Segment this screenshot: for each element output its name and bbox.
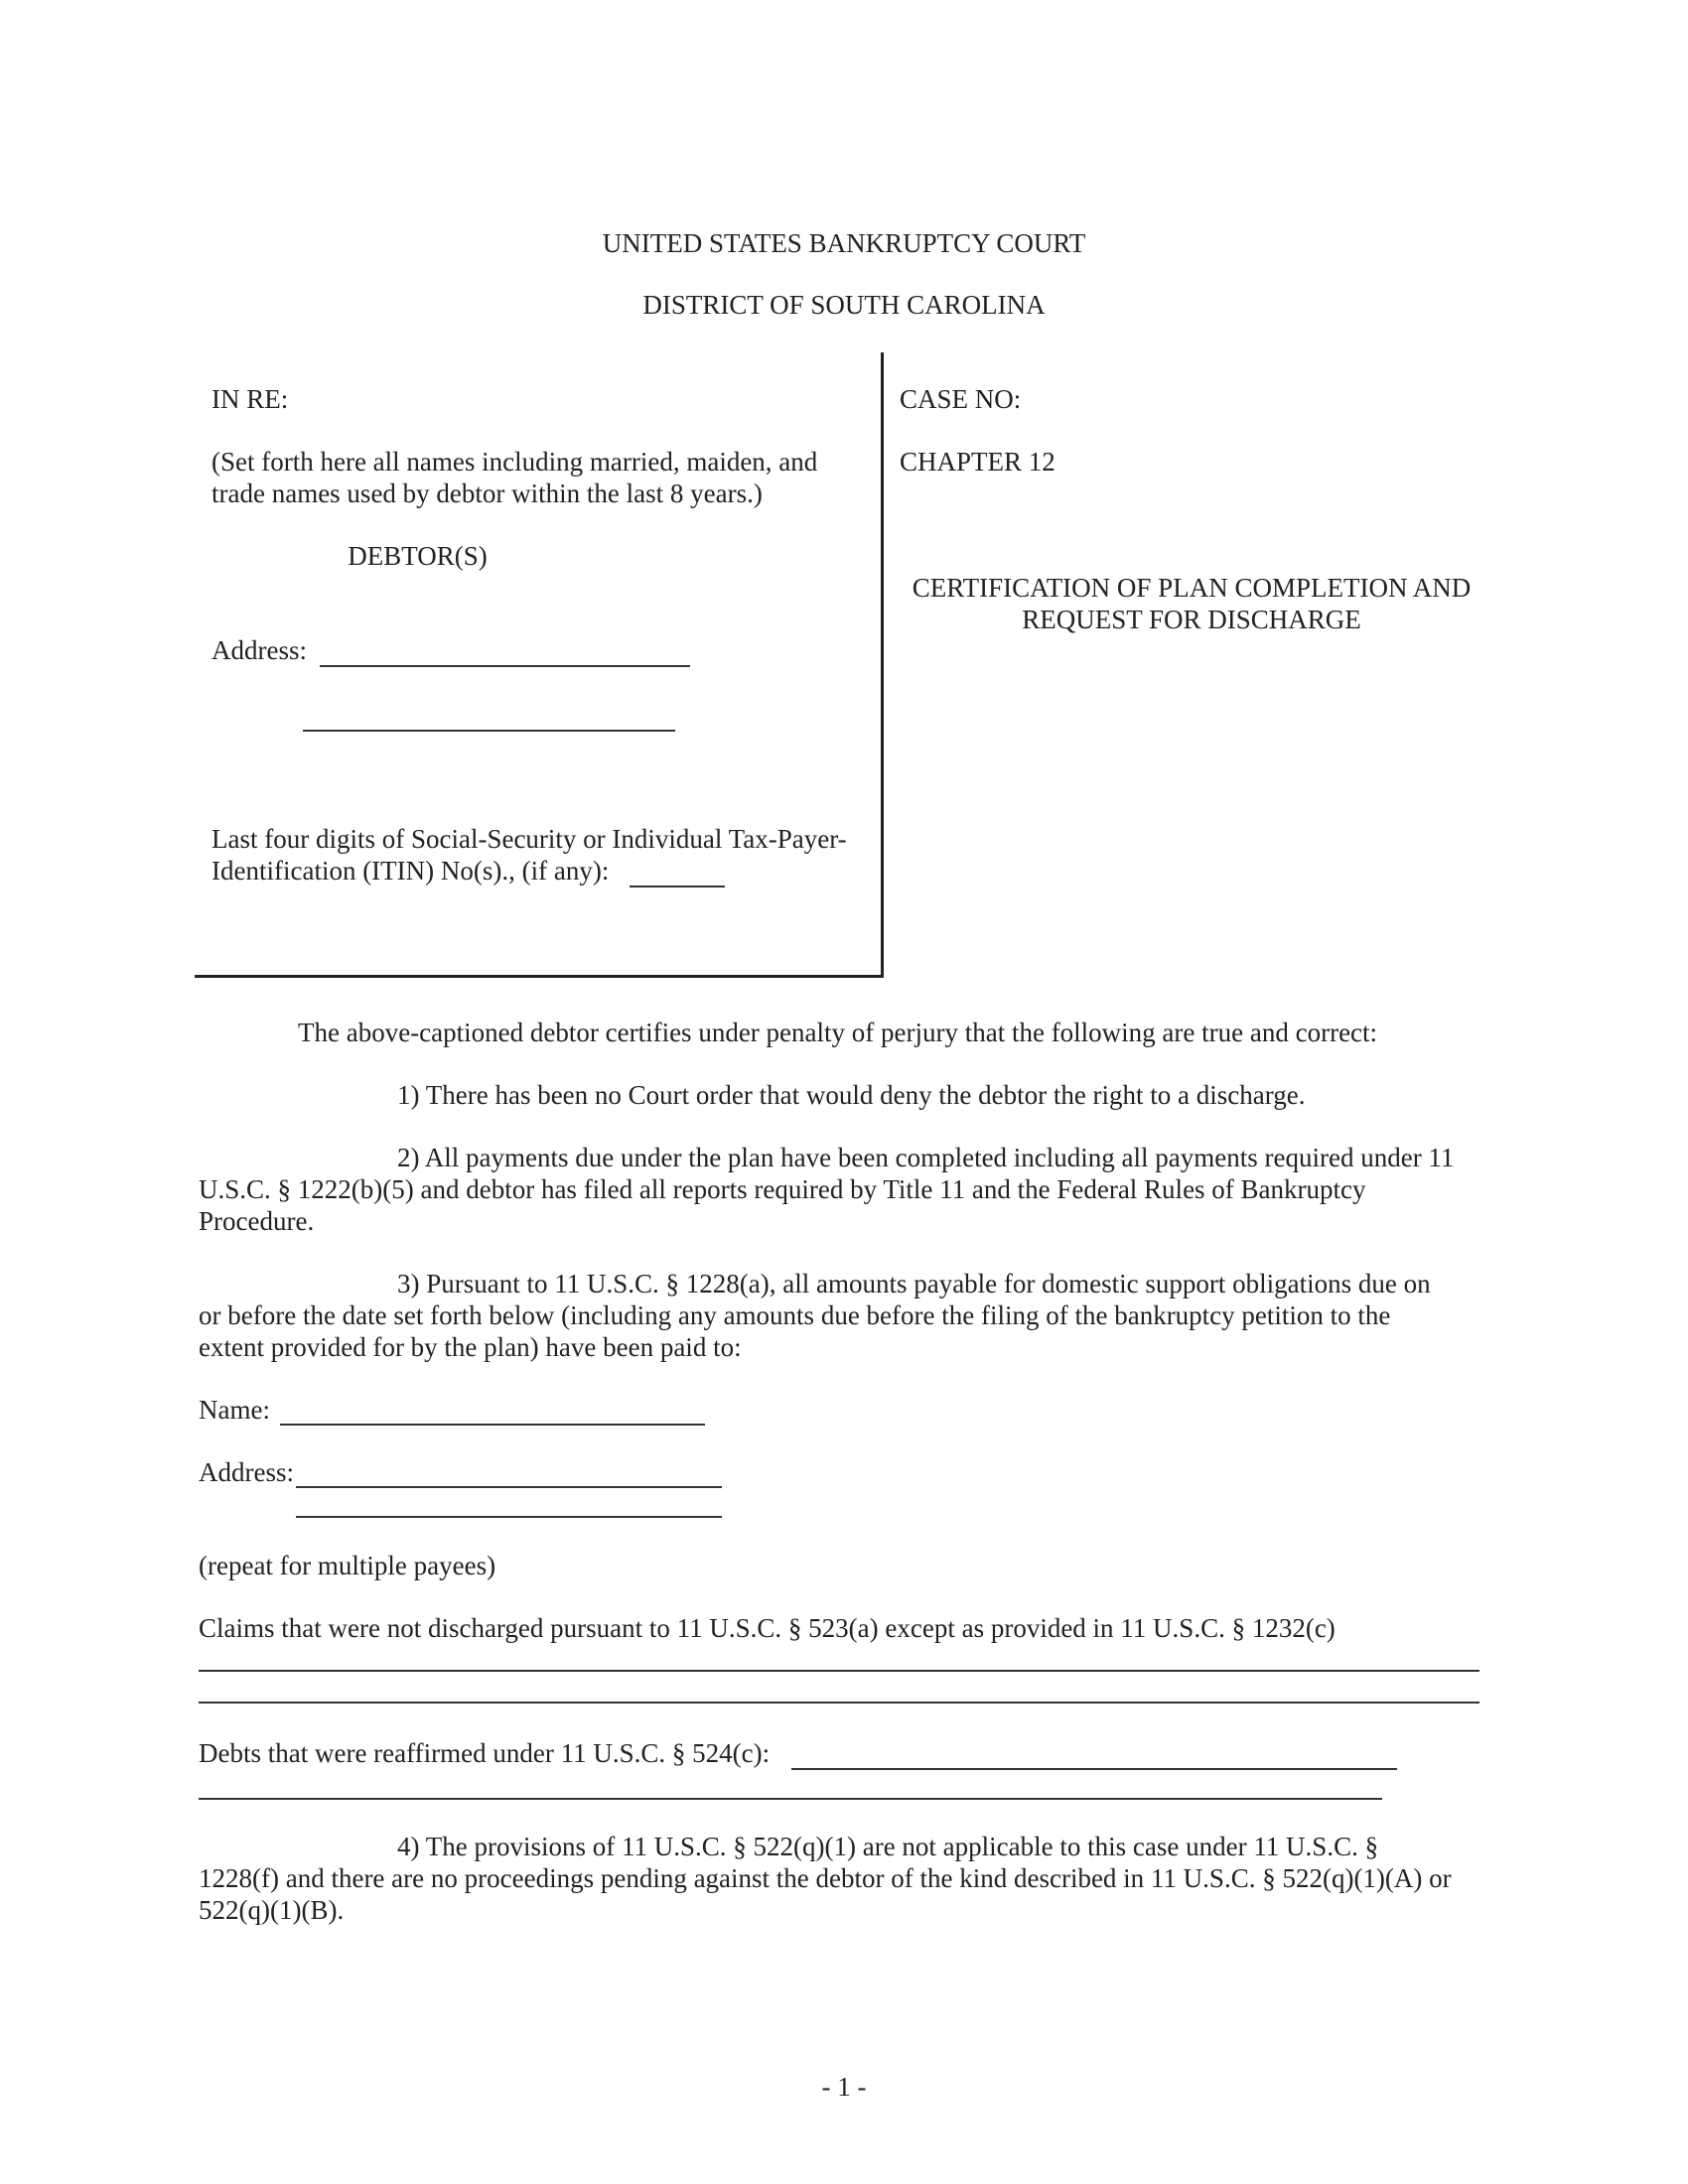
ssn-field[interactable] bbox=[630, 886, 725, 887]
page-number: - 1 - bbox=[821, 2072, 867, 2102]
item-1: 1) There has been no Court order that would deny the debtor the right to a discharge. bbox=[397, 1080, 1306, 1110]
district-title: DISTRICT OF SOUTH CAROLINA bbox=[642, 290, 1046, 320]
court-title: UNITED STATES BANKRUPTCY COURT bbox=[602, 228, 1086, 258]
payee-address-field-1[interactable] bbox=[296, 1486, 722, 1488]
certification-intro: The above-captioned debtor certifies under penalty of perjury that the following are true and correct: bbox=[298, 1018, 1378, 1047]
item-2-line2: U.S.C. § 1222(b)(5) and debtor has filed all reports required by Title 11 and the Federal Rules of Bankruptcy bbox=[199, 1174, 1366, 1204]
debtor-address-label: Address: bbox=[211, 635, 307, 665]
debtor-address-field-1[interactable] bbox=[320, 665, 690, 667]
claims-field-1[interactable] bbox=[199, 1670, 1479, 1672]
payee-name-label: Name: bbox=[199, 1395, 270, 1425]
names-instruction-line2: trade names used by debtor within the last 8 years.) bbox=[211, 478, 763, 508]
claims-field-2[interactable] bbox=[199, 1702, 1479, 1704]
item-4-line2: 1228(f) and there are no proceedings pending against the debtor of the kind described in 11 U.S.C. § 522(q)(1)(A) or bbox=[199, 1863, 1452, 1893]
document-title-line2: REQUEST FOR DISCHARGE bbox=[1022, 605, 1361, 634]
payee-address-label: Address: bbox=[199, 1457, 294, 1487]
debts-reaffirmed-field-1[interactable] bbox=[791, 1768, 1397, 1770]
names-instruction-line1: (Set forth here all names including married, maiden, and bbox=[211, 447, 818, 477]
debts-reaffirmed-label: Debts that were reaffirmed under 11 U.S.C. § 524(c): bbox=[199, 1738, 771, 1768]
ssn-label-line1: Last four digits of Social-Security or Individual Tax-Payer- bbox=[211, 824, 847, 854]
caption-divider-vertical bbox=[881, 352, 884, 978]
debtors-label: DEBTOR(S) bbox=[348, 541, 488, 571]
payee-address-field-2[interactable] bbox=[296, 1516, 722, 1518]
caption-divider-horizontal bbox=[195, 975, 884, 978]
item-3-line2: or before the date set forth below (including any amounts due before the filing of the bankruptcy petition to the bbox=[199, 1300, 1391, 1330]
ssn-label-line2: Identification (ITIN) No(s)., (if any): bbox=[211, 856, 610, 886]
item-2-line3: Procedure. bbox=[199, 1206, 315, 1236]
debtor-address-field-2[interactable] bbox=[303, 730, 675, 732]
document-title-line1: CERTIFICATION OF PLAN COMPLETION AND bbox=[912, 573, 1472, 603]
item-4-line1: 4) The provisions of 11 U.S.C. § 522(q)(1) are not applicable to this case under 11 U.S.C. § bbox=[397, 1832, 1379, 1861]
chapter-label: CHAPTER 12 bbox=[900, 447, 1055, 477]
item-4-line3: 522(q)(1)(B). bbox=[199, 1895, 345, 1925]
item-3-line3: extent provided for by the plan) have been paid to: bbox=[199, 1332, 742, 1362]
in-re-label: IN RE: bbox=[211, 384, 289, 414]
payee-name-field[interactable] bbox=[280, 1424, 705, 1426]
repeat-note: (repeat for multiple payees) bbox=[199, 1551, 496, 1580]
debts-reaffirmed-field-2[interactable] bbox=[199, 1798, 1382, 1800]
item-2-line1: 2) All payments due under the plan have been completed including all payments required under 11 bbox=[397, 1143, 1455, 1172]
item-3-line1: 3) Pursuant to 11 U.S.C. § 1228(a), all amounts payable for domestic support obligations due on bbox=[397, 1269, 1431, 1298]
case-no-label: CASE NO: bbox=[900, 384, 1022, 414]
claims-label: Claims that were not discharged pursuant to 11 U.S.C. § 523(a) except as provided in 11 U.S.C. § 1232(c) bbox=[199, 1613, 1336, 1643]
